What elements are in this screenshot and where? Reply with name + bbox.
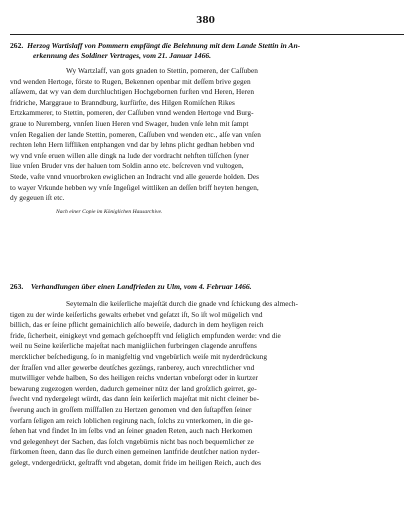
doc262-line: wy vnd vnſe eruen willen alle dingk na lude der vordracht nehften tüſſchen ſyner [10, 150, 249, 160]
doc262-line: vnd wenden Hertoge, förste to Rugen, Bekennen openbar mit deſſem brive gegen [10, 76, 251, 86]
doc262-source-note: Nach einer Copie im Königlichen Hausarchive. [56, 209, 163, 215]
doc263-title: Verhandlungen über einen Landfrieden zu Ulm, vom 4. Februar 1466. [30, 282, 252, 291]
doc263-line: fürkomen ſteen, dann das ſie durch einen gemeinen lantfride deutſcher nation nyder- [10, 447, 260, 457]
doc263-line: bewarung zugezogen werden, dadurch gemeiner nütz der land groſzlich geirret, ge- [10, 383, 257, 393]
doc263-number: 263. [10, 282, 24, 291]
doc262-line: vnſen Regalien der lande Stettin, pomeren, Caſſuben vnd wenden etc., alſe van vnſen [10, 129, 261, 139]
doc263-line: mercklicher beſchedigung, ſo in manigfeltig vnd vngebürlich weiſe mit nyderdrückung [10, 351, 268, 361]
doc263-line: fride, ſicherheit, einigkeyt vnd gemach geſchoepfft vnd ſeliglich empfunden werde: vnd die [10, 330, 281, 340]
doc262-heading-cont [33, 51, 411, 61]
doc262-number: 262. [10, 41, 24, 50]
doc263-line: vorfarn ſeligen am reich loblichen regirung nach, ſolchs zu vnterkomen, in die ge- [10, 415, 254, 425]
doc262-line: graue to Nuremberg, vnnſen liuen Heren vnd Swager, huden vnſe lehn mit ſampt [10, 118, 249, 128]
doc262-title-line-1: Herzog Wartislaff von Pommern empfängt die Belehnung mit dem Lande Stettin in An- [27, 41, 301, 50]
doc263-line: weil nu Seine keiſerliche majeſtat nach manigliichen furbringen clagende anruffens [10, 341, 257, 351]
doc263-line: gelegt, vndergedrückt, geſtrafft vnd abgetan, domit fride im heiligen Reich, auch des [10, 457, 261, 467]
doc262-line: fridriche, Marggraue to Branndburg, kurfürſte, des Hilgen Romiſchen Rikes [10, 97, 235, 107]
doc262-line: rechten lehn Hern liffliken entphangen vnd dar by lehns plicht gedhan hebben vnd [10, 140, 255, 150]
doc263-line: mutwilliger vehde halben, So des heiligen reichs vndertan vnbeſorgt oder in kurtzer [10, 373, 258, 383]
doc262-line: alſawem, dat wy van dem durchluchtigen Hochgebornen furſten vnd Heren, Heren [10, 87, 255, 97]
doc263-line: vnd gelegenheyt der Sachen, das ſolch vngebürnis nicht bas noch bequemlicher ze [10, 436, 254, 446]
doc262-line: dy gegeuen iſt etc. [10, 193, 65, 203]
doc262-body [10, 66, 408, 204]
doc263-line: ſehen hat vnd findet In im ſelbs vnd an ſeiner gnaden Reten, auch nach Herkomen [10, 426, 253, 436]
doc263-line: billich, das er ſeine pflicht gemainichlich alſo beweiſe, dadurch in dem heyligen reich [10, 320, 264, 330]
doc263-line: ſwecht vnd nydergelegt würdt, das dann ſein keiſerlich majeſtat mit nicht cleiner be- [10, 394, 260, 404]
doc263-line: Seytemaln die keiſerliche majeſtät durch die gnade vnd ſchickung des almech- [66, 299, 298, 308]
page-number: 380 [196, 16, 215, 26]
doc262-line: to wayer Vrkunde hebben wy vnſe Ingeſigel wittliken an deſſen briff heyten hengen, [10, 182, 259, 192]
doc262-title-line-2: erkennung des Soldiner Vertrages, vom 21. Januar 1466. [33, 51, 212, 60]
doc263-heading [10, 282, 400, 292]
doc262-line: Ertzkammerer, to Stettin, pomeren, der Caſſuben vnnd wenden Hertoge vnd Burg- [10, 108, 254, 118]
doc262-line: Stede, vaſte vnnd vnuorbroken ewiglichen an Indracht vnd alle geuerde holden. Des [10, 171, 260, 181]
doc262-heading [10, 41, 400, 51]
doc263-line: tigen zu der wirde keiſerlichs gewalts erhebet vnd geſatzt iſt, So iſt wol mügelich vnd [10, 309, 263, 319]
doc262-line: liue vnſen Bruder vns der haluen tom Soldin anno etc. beſcreven vnd vultogen, [10, 161, 244, 171]
doc263-body [10, 299, 408, 469]
header-rule [10, 34, 404, 35]
doc263-line: ſwerung auch in groſſem miſſfallen zu Hertzen genomen vnd den ſuſtapffen ſeiner [10, 404, 252, 414]
doc262-line: Wy Wartzlaff, van gots gnaden to Stettin, pomeren, der Caſſuben [66, 66, 258, 75]
doc263-line: der ſtraſſen vnd aller gewerbe deutſches gezüngs, ranberey, auch vnrechtlicher vnd [10, 362, 255, 372]
